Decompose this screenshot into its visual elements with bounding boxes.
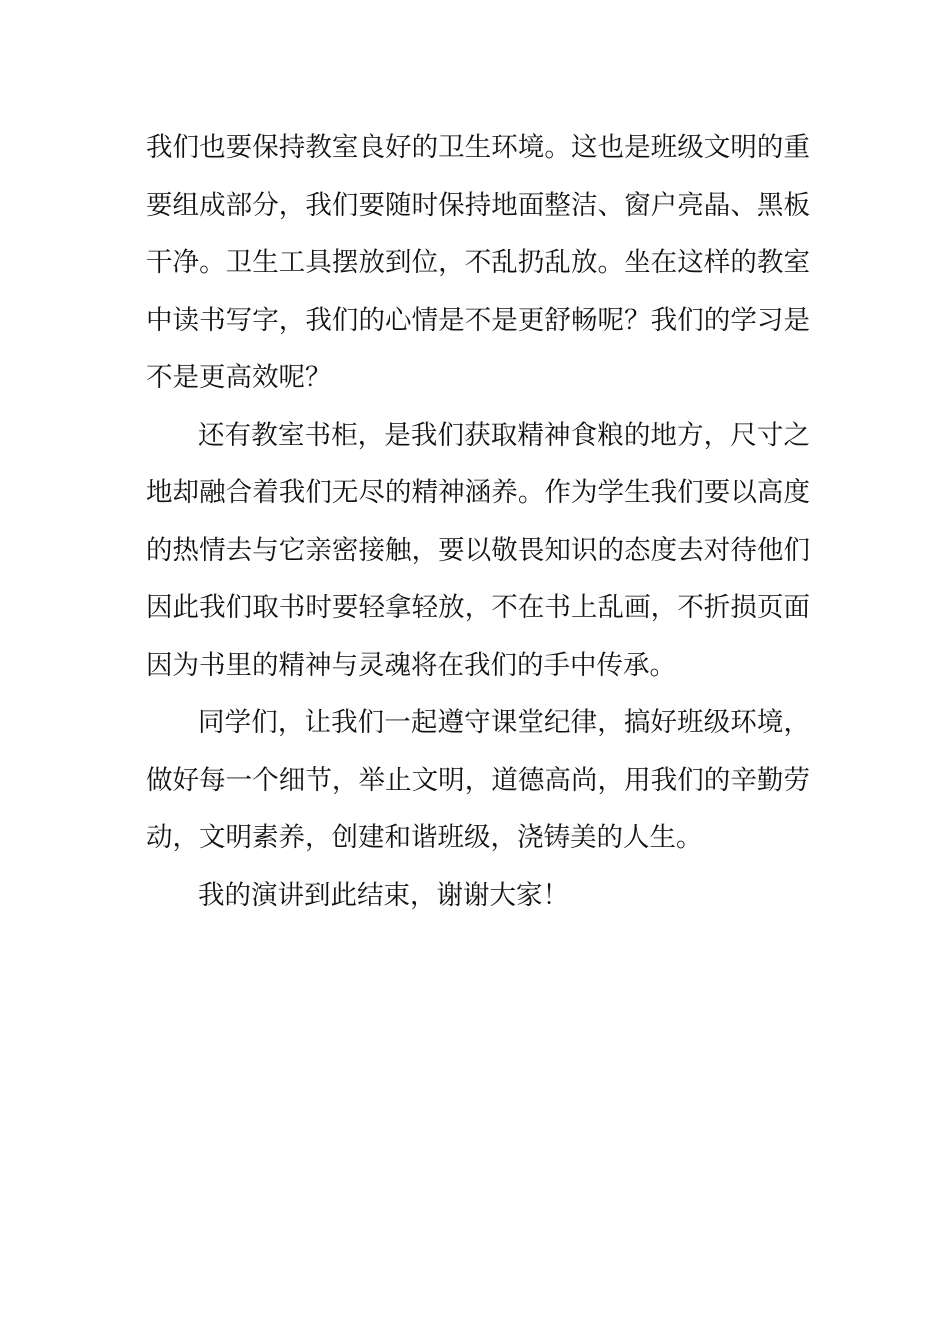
paragraph-line: 不是更高效呢？ bbox=[146, 362, 332, 393]
paragraph-line: 因此我们取书时要轻拿轻放，不在书上乱画，不折损页面 bbox=[146, 592, 810, 623]
paragraph-line: 要组成部分，我们要随时保持地面整洁、窗户亮晶、黑板 bbox=[146, 189, 810, 221]
paragraph-line: 同学们，让我们一起遵守课堂纪律，搞好班级环境， bbox=[198, 707, 810, 738]
paragraph-line: 我的演讲到此结束，谢谢大家！ bbox=[198, 879, 569, 911]
paragraph-call-to-action bbox=[146, 694, 810, 867]
paragraph-line: 还有教室书柜，是我们获取精神食粮的地方，尺寸之 bbox=[198, 419, 810, 451]
paragraph-line: 做好每一个细节，举止文明，道德高尚，用我们的辛勤劳 bbox=[146, 764, 810, 796]
paragraph-line: 我们也要保持教室良好的卫生环境。这也是班级文明的重 bbox=[146, 132, 810, 163]
paragraph-hygiene bbox=[146, 119, 810, 407]
paragraph-line: 地却融合着我们无尽的精神涵养。作为学生我们要以高度 bbox=[146, 477, 810, 508]
document-body bbox=[146, 119, 810, 924]
paragraph-line: 因为书里的精神与灵魂将在我们的手中传承。 bbox=[146, 649, 676, 681]
paragraph-line: 中读书写字，我们的心情是不是更舒畅呢？我们的学习是 bbox=[146, 304, 810, 336]
paragraph-line: 动，文明素养，创建和谐班级，浇铸美的人生。 bbox=[146, 822, 703, 853]
paragraph-line: 干净。卫生工具摆放到位，不乱扔乱放。坐在这样的教室 bbox=[146, 247, 810, 278]
paragraph-closing bbox=[146, 867, 810, 925]
paragraph-line: 的热情去与它亲密接触，要以敬畏知识的态度去对待他们 bbox=[146, 534, 810, 566]
paragraph-bookcase bbox=[146, 407, 810, 695]
